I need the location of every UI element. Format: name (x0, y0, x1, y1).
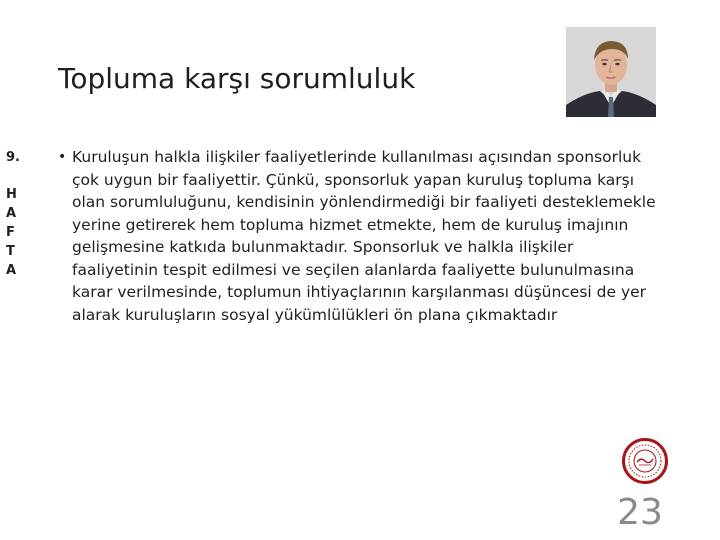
seal-icon (622, 438, 668, 484)
portrait-image (566, 27, 656, 117)
bullet-icon: • (58, 149, 67, 165)
bullet-text: Kuruluşun halkla ilişkiler faaliyetlerinde kullanılması açısından sponsorluk çok uygun bir faaliyettir. Çünkü, sponsorluk yapan kuruluş topluma karşı olan sorumluluğunu, kendisinin yönlendirmediği bir faaliyeti desteklemekle yerine getirerek hem topluma hizmet etmekte, hem de kuruluş imajının gelişmesine katkıda bulunmaktadır. Sponsorluk ve halkla ilişkiler faaliyetinin tespit edilmesi ve seçilen alanlarda faaliyette bulunulmasına karar verilmesinde, toplumun ihtiyaçlarının karşılanması düşüncesi de yer alarak kuruluşların sosyal yükümlülükleri ön plana çıkmaktadır (72, 148, 656, 324)
bullet-item (58, 146, 658, 326)
university-seal (622, 438, 668, 484)
week-label (6, 150, 30, 279)
slide-body (58, 146, 658, 326)
week-letter: H (6, 187, 17, 202)
week-word-vertical (6, 187, 30, 279)
portrait-photo (566, 27, 656, 117)
slide-number: 23 (617, 492, 663, 533)
week-letter: F (6, 225, 15, 240)
week-letter: A (6, 263, 17, 278)
week-letter: A (6, 206, 17, 221)
week-number: 9. (6, 150, 20, 165)
week-letter: T (6, 244, 15, 259)
slide-title: Topluma karşı sorumluluk (58, 62, 416, 95)
